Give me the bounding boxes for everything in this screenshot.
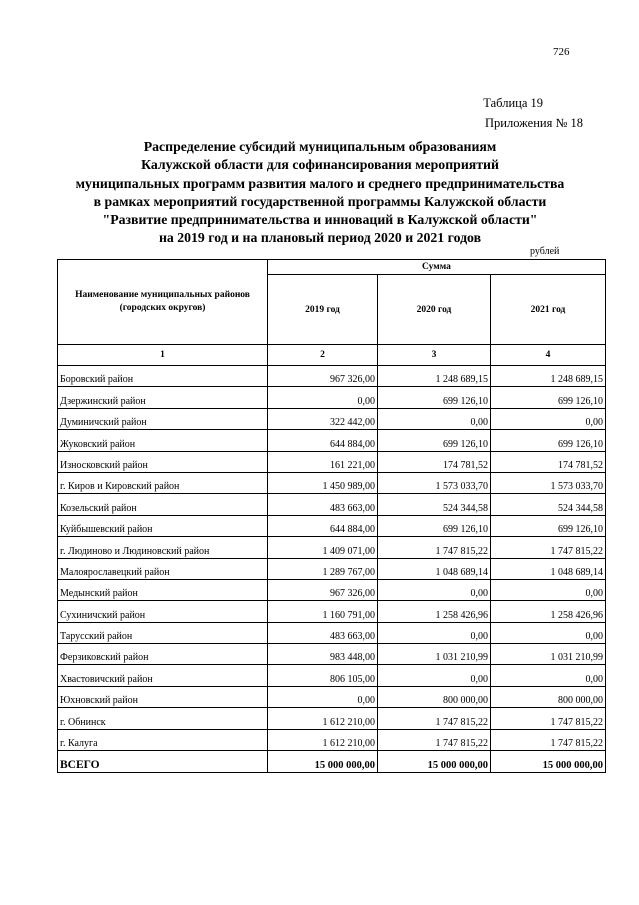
value-2020: 174 781,52 [378,451,491,472]
table-row [58,387,606,408]
value-2021: 699 126,10 [491,430,606,451]
value-2021: 1 747 815,22 [491,708,606,729]
value-2019: 1 409 071,00 [268,537,378,558]
district-name: Ферзиковский район [58,644,268,665]
total-2020: 15 000 000,00 [378,751,491,773]
district-name: г. Людиново и Людиновский район [58,537,268,558]
value-2021: 699 126,10 [491,387,606,408]
district-name: Юхновский район [58,686,268,707]
value-2019: 1 289 767,00 [268,558,378,579]
value-2020: 0,00 [378,622,491,643]
title-line: Калужской области для софинансирования мероприятий [141,157,499,173]
total-2021: 15 000 000,00 [491,751,606,773]
table-row [58,729,606,750]
value-2020: 0,00 [378,665,491,686]
appendix-number: Приложения № 18 [485,116,583,130]
value-2019: 1 612 210,00 [268,708,378,729]
value-2020: 800 000,00 [378,686,491,707]
value-2021: 699 126,10 [491,515,606,536]
page-number: 726 [553,46,570,58]
value-2019: 644 884,00 [268,430,378,451]
value-2021: 1 031 210,99 [491,644,606,665]
title-line: Распределение субсидий муниципальным образованиям [143,139,497,154]
title-line: "Развитие предпринимательства и инноваций в Калужской области" [102,212,538,228]
value-2020: 1 747 815,22 [378,708,491,729]
subsidy-table [57,259,606,773]
value-2021: 1 248 689,15 [491,366,606,387]
column-number: 4 [491,345,606,366]
table-row [58,451,606,472]
value-2020: 699 126,10 [378,387,491,408]
table-row [58,622,606,643]
header-row-sum [58,260,606,275]
value-2020: 1 258 426,96 [378,601,491,622]
value-2020: 699 126,10 [378,430,491,451]
column-number: 1 [58,345,268,366]
document-title [50,138,590,248]
value-2021: 1 048 689,14 [491,558,606,579]
value-2019: 0,00 [268,686,378,707]
district-name: Боровский район [58,366,268,387]
value-2020: 1 747 815,22 [378,729,491,750]
header-year-2021: 2021 год [491,275,606,345]
value-2019: 967 326,00 [268,579,378,600]
table-row [58,644,606,665]
district-name: Куйбышевский район [58,515,268,536]
value-2020: 0,00 [378,408,491,429]
title-line: муниципальных программ развития малого и среднего предпринимательства [75,175,565,191]
title-line: в рамках мероприятий государственной программы Калужской области [93,193,547,209]
table-row [58,366,606,387]
value-2020: 1 048 689,14 [378,558,491,579]
table-row [58,515,606,536]
table-row [58,708,606,729]
value-2020: 1 031 210,99 [378,644,491,665]
value-2021: 0,00 [491,579,606,600]
district-name: Козельский район [58,494,268,515]
header-year-2019: 2019 год [268,275,378,345]
district-name: г. Калуга [58,729,268,750]
table-row [58,686,606,707]
table-row [58,472,606,493]
value-2019: 806 105,00 [268,665,378,686]
district-name: г. Киров и Кировский район [58,472,268,493]
district-name: Хвастовичский район [58,665,268,686]
value-2019: 1 450 989,00 [268,472,378,493]
table-row [58,665,606,686]
value-2019: 644 884,00 [268,515,378,536]
value-2019: 483 663,00 [268,622,378,643]
district-name: Жуковский район [58,430,268,451]
value-2021: 1 573 033,70 [491,472,606,493]
district-name: Малоярославецкий район [58,558,268,579]
header-name: Наименование муниципальных районов (городских округов) [58,260,268,345]
total-2019: 15 000 000,00 [268,751,378,773]
column-number: 2 [268,345,378,366]
table-row [58,537,606,558]
value-2019: 161 221,00 [268,451,378,472]
table-row [58,408,606,429]
district-name: Износковский район [58,451,268,472]
value-2020: 699 126,10 [378,515,491,536]
value-2019: 0,00 [268,387,378,408]
value-2021: 0,00 [491,408,606,429]
value-2019: 322 442,00 [268,408,378,429]
district-name: Сухиничский район [58,601,268,622]
value-2021: 800 000,00 [491,686,606,707]
table-row [58,558,606,579]
header-year-2020: 2020 год [378,275,491,345]
table-number: Таблица 19 [483,96,543,110]
value-2021: 174 781,52 [491,451,606,472]
value-2019: 967 326,00 [268,366,378,387]
value-2021: 1 747 815,22 [491,729,606,750]
value-2020: 1 248 689,15 [378,366,491,387]
district-name: Дзержинский район [58,387,268,408]
value-2021: 0,00 [491,622,606,643]
value-2021: 0,00 [491,665,606,686]
value-2020: 0,00 [378,579,491,600]
table-row [58,579,606,600]
header-row-numbers [58,345,606,366]
value-2021: 1 258 426,96 [491,601,606,622]
table-row [58,494,606,515]
value-2020: 1 573 033,70 [378,472,491,493]
title-line: на 2019 год и на плановый период 2020 и 2021 годов [158,230,482,246]
district-name: г. Обнинск [58,708,268,729]
district-name: Тарусский район [58,622,268,643]
header-sum: Сумма [268,260,606,275]
table-row [58,430,606,451]
district-name: Медынский район [58,579,268,600]
total-label: ВСЕГО [58,751,268,773]
value-2020: 1 747 815,22 [378,537,491,558]
value-2021: 1 747 815,22 [491,537,606,558]
table-row [58,601,606,622]
total-row [58,751,606,773]
value-2019: 483 663,00 [268,494,378,515]
value-2020: 524 344,58 [378,494,491,515]
value-2019: 983 448,00 [268,644,378,665]
value-2019: 1 612 210,00 [268,729,378,750]
unit-label: рублей [530,246,560,257]
value-2021: 524 344,58 [491,494,606,515]
value-2019: 1 160 791,00 [268,601,378,622]
district-name: Думиничский район [58,408,268,429]
column-number: 3 [378,345,491,366]
